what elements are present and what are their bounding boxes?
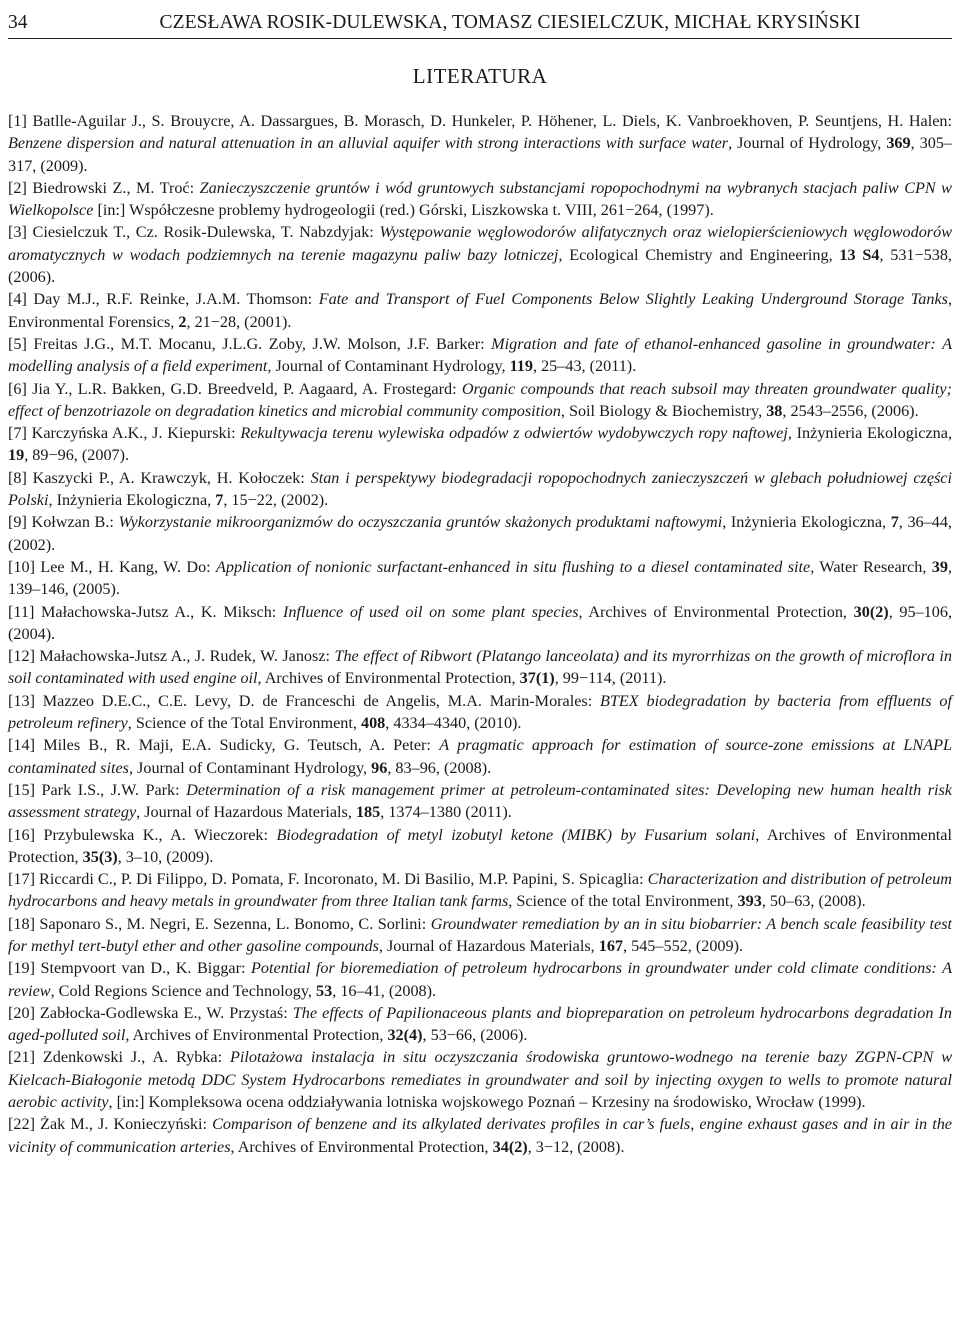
running-header <box>8 4 952 39</box>
reference-text: [17] Riccardi C., P. Di Filippo, D. Pomata, F. Incoronato, M. Di Basilio, M.P. Papini, S. Spicaglia: <box>8 870 648 889</box>
reference-volume: 13 S4 <box>839 245 880 264</box>
reference-text: , Cold Regions Science and Technology, <box>50 981 317 1000</box>
reference-volume: 96 <box>371 758 388 777</box>
reference-text: [19] Stempvoort van D., K. Biggar: <box>8 959 252 978</box>
reference-title: A pragmatic approach for estimation of source-zone emissions at LNAPL contaminated sites <box>8 736 952 777</box>
reference-volume: 35(3) <box>82 847 118 866</box>
reference-item <box>8 333 952 378</box>
reference-item <box>8 378 952 423</box>
reference-text: , Journal of Contaminant Hydrology, <box>267 357 510 376</box>
reference-volume: 53 <box>316 981 333 1000</box>
reference-text: , Science of the Total Environment, <box>127 714 361 733</box>
reference-text: [13] Mazzeo D.E.C., C.E. Levy, D. de Franceschi de Angelis, M.A. Marin-Morales: <box>8 691 601 710</box>
reference-text: , Archives of Environmental Protection, <box>8 825 952 866</box>
reference-text: [14] Miles B., R. Maji, E.A. Sudicky, G. Teutsch, A. Peter: <box>8 736 440 755</box>
reference-text: , 305–317, (2009). <box>8 134 952 175</box>
reference-title: Potential for bioremediation of petroleum hydrocarbons in groundwater under cold climate conditions: A review <box>8 959 952 1000</box>
reference-volume: 2 <box>178 312 187 331</box>
reference-item <box>8 1002 952 1047</box>
reference-text: , 99−114, (2011). <box>554 669 667 688</box>
reference-text: , Archives of Environmental Protection, <box>230 1137 493 1156</box>
reference-title: Influence of used oil on some plant species <box>282 602 579 621</box>
reference-text: , 3–10, (2009). <box>117 847 214 866</box>
reference-text: [18] Saponaro S., M. Negri, E. Sezenna, L. Bonomo, C. Sorlini: <box>8 914 431 933</box>
reference-text: [5] Freitas J.G., M.T. Mocanu, J.L.G. Zoby, J.W. Molson, J.F. Barker: <box>8 334 492 353</box>
reference-item <box>8 1113 952 1158</box>
reference-text: [7] Karczyńska A.K., J. Kiepurski: <box>8 424 241 443</box>
reference-text: , Water Research, <box>810 557 932 576</box>
reference-item <box>8 913 952 958</box>
reference-volume: 185 <box>355 803 381 822</box>
reference-title: The effect of Ribwort (Platango lanceolata) and its myrorrhizas on the growth of microflora in soil contaminated with used engine oil <box>8 647 952 688</box>
reference-item <box>8 824 952 869</box>
reference-item <box>8 288 952 333</box>
reference-text: , 3−12, (2008). <box>527 1137 625 1156</box>
reference-text: , Archives of Environmental Protection, <box>257 669 520 688</box>
reference-text: [8] Kaszycki P., A. Krawczyk, H. Kołoczek: <box>8 468 311 487</box>
reference-text: , Inżynieria Ekologiczna, <box>48 491 216 510</box>
section-title: LITERATURA <box>412 64 548 88</box>
reference-text: , Archives of Environmental Protection, <box>125 1026 388 1045</box>
reference-title: BTEX biodegradation by bacteria from effluents of petroleum refinery <box>8 691 952 733</box>
reference-volume: 37(1) <box>519 669 555 688</box>
reference-volume: 167 <box>598 936 623 955</box>
reference-text: , Journal of Contaminant Hydrology, <box>128 758 372 777</box>
reference-item <box>8 601 952 646</box>
reference-text: , Science of the total Environment, <box>508 892 738 911</box>
reference-title: Migration and fate of ethanol-enhanced gasoline in groundwater: A modelling analysis of a field experiment <box>8 334 952 376</box>
reference-volume: 39 <box>931 557 948 576</box>
reference-item <box>8 779 952 824</box>
reference-item <box>8 1046 952 1113</box>
reference-text: [10] Lee M., H. Kang, W. Do: <box>8 557 217 576</box>
reference-text: , Ecological Chemistry and Engineering, <box>558 245 840 264</box>
reference-item <box>8 422 952 467</box>
reference-volume: 34(2) <box>492 1137 528 1156</box>
reference-item <box>8 467 952 512</box>
reference-item <box>8 734 952 779</box>
reference-text: , 83–96, (2008). <box>387 758 492 777</box>
reference-text: [16] Przybulewska K., A. Wieczorek: <box>8 825 277 844</box>
reference-title: The effects of Papilionaceous plants and biopreparation on petroleum hydrocarbons degradation In aged-polluted soil <box>8 1003 953 1045</box>
reference-text: , 53−66, (2006). <box>422 1026 528 1045</box>
reference-item <box>8 556 952 601</box>
reference-title: Comparison of benzene and its alkylated derivates profiles in car’s fuels, engine exhaust gases and in air in the vicinity of communication arteries <box>8 1115 952 1156</box>
reference-text: , 139–146, (2005). <box>8 557 952 599</box>
reference-text: , 25–43, (2011). <box>532 357 637 376</box>
reference-text: [6] Jia Y., L.R. Bakken, G.D. Breedveld, P. Aagaard, A. Frostegard: <box>8 379 462 398</box>
reference-text: , 89−96, (2007). <box>24 446 130 465</box>
reference-volume: 119 <box>509 357 533 376</box>
reference-item <box>8 868 952 913</box>
reference-volume: 38 <box>766 401 783 420</box>
reference-title: Pilotażowa instalacja in situ oczyszczania środowiska gruntowo-wodnego na terenie bazy ZGPN-CPN w Kielcach-Białogonie metodą DDC System Hydrocarbons remediates in groundwater and soil by injecting oxygen to wells to promote natural aerobic activity <box>8 1048 952 1112</box>
reference-title: Determination of a risk management primer at petroleum-contaminated sites: Developing new human health risk assessment strategy <box>8 780 952 822</box>
reference-title: Zanieczyszczenie gruntów i wód gruntowych substancjami ropopochodnymi na wybranych stacjach paliw CPN w Wielkopolsce <box>8 178 952 220</box>
reference-text: [20] Zabłocka-Godlewska E., W. Przystaś: <box>8 1003 293 1022</box>
reference-text: , 15−22, (2002). <box>223 491 329 510</box>
reference-volume: 30(2) <box>853 602 889 621</box>
reference-volume: 408 <box>360 714 386 733</box>
reference-title: Fate and Transport of Fuel Components Below Slightly Leaking Underground Storage Tanks <box>318 290 948 309</box>
reference-volume: 7 <box>215 491 224 510</box>
reference-text: [1] Batlle-Aguilar J., S. Brouycre, A. Dassargues, B. Morasch, D. Hunkeler, P. Höhener, L. Diels, K. Vanbroekhoven, P. Seuntjens, H. Halen: <box>8 112 952 130</box>
reference-volume: 7 <box>890 513 899 532</box>
reference-text: , 1374–1380 (2011). <box>380 803 512 822</box>
reference-title: Application of nonionic surfactant-enhanced in situ flushing to a diesel contaminated site <box>216 557 811 576</box>
reference-text: [in:] Współczesne problemy hydrogeologii (red.) Górski, Liszkowska t. VIII, 261−264, (1997). <box>93 201 714 220</box>
reference-text: , Archives of Environmental Protection, <box>578 602 854 621</box>
reference-item <box>8 177 952 222</box>
reference-text: , 50–63, (2008). <box>761 892 866 911</box>
reference-text: [21] Zdenkowski J., A. Rybka: <box>8 1048 231 1067</box>
reference-title: Wykorzystanie mikroorganizmów do oczyszczania gruntów skażonych produktami naftowymi <box>118 513 723 532</box>
reference-text: , 2543–2556, (2006). <box>782 401 919 420</box>
reference-item <box>8 511 952 556</box>
reference-text: [4] Day M.J., R.F. Reinke, J.A.M. Thomson: <box>8 290 319 309</box>
reference-text: [11] Małachowska-Jutsz A., K. Miksch: <box>8 602 283 621</box>
reference-item <box>8 110 952 177</box>
reference-list <box>8 110 952 1158</box>
reference-volume: 19 <box>8 446 25 465</box>
reference-text: , 36–44, (2002). <box>8 513 952 554</box>
reference-text: , 21−28, (2001). <box>186 312 292 331</box>
reference-text: , Soil Biology & Biochemistry, <box>560 401 767 420</box>
page-number: 34 <box>8 12 28 33</box>
reference-title: Characterization and distribution of petroleum hydrocarbons and heavy metals in groundwater from three Italian tank farms <box>8 870 952 911</box>
reference-text: , 545–552, (2009). <box>623 936 744 955</box>
reference-title: Groundwater remediation by an in situ biobarrier: A bench scale feasibility test for methyl tert-butyl ether and other gasoline compounds <box>8 914 952 955</box>
reference-title: Rekultywacja terenu wylewiska odpadów z odwiertów wydobywczych ropy naftowej <box>240 424 788 443</box>
reference-text: [22] Żak M., J. Konieczyński: <box>8 1115 213 1134</box>
reference-volume: 393 <box>737 892 762 911</box>
header-authors: CZESŁAWA ROSIK-DULEWSKA, TOMASZ CIESIELCZUK, MICHAŁ KRYSIŃSKI <box>159 12 861 33</box>
reference-text: , 16–41, (2008). <box>332 981 437 1000</box>
reference-text: [15] Park I.S., J.W. Park: <box>8 780 187 799</box>
reference-text: , Journal of Hydrology, <box>728 134 887 153</box>
reference-text: , Inżynieria Ekologiczna, <box>722 513 891 532</box>
reference-item <box>8 221 952 288</box>
reference-text: , [in:] Kompleksowa ocena oddziaływania lotniska wojskowego Poznań – Krzesiny na środowisko, Wrocław (1999). <box>108 1093 866 1112</box>
reference-title: Stan i perspektywy biodegradacji ropopochodnych zanieczyszczeń w glebach południowej części Polski <box>8 468 952 510</box>
reference-item <box>8 645 952 690</box>
reference-text: [12] Małachowska-Jutsz A., J. Rudek, W. Janosz: <box>8 647 335 666</box>
reference-text: , 531−538, (2006). <box>8 245 952 287</box>
reference-item <box>8 957 952 1002</box>
reference-text: , 4334–4340, (2010). <box>385 714 522 733</box>
reference-text: [9] Kołwzan B.: <box>8 513 119 532</box>
reference-text: [2] Biedrowski Z., M. Troć: <box>8 178 200 197</box>
reference-title: Organic compounds that reach subsoil may threaten groundwater quality; effect of benzotriazole on degradation kinetics and microbial community composition <box>8 379 952 420</box>
reference-text: [3] Ciesielczuk T., Cz. Rosik-Dulewska, T. Nabzdyjak: <box>8 223 380 242</box>
reference-text: , Journal of Hazardous Materials, <box>136 803 356 822</box>
reference-title: Występowanie węglowodorów alifatycznych oraz wielopierścieniowych węglowodorów aromatycznych w wodach podziemnych na terenie magazynu paliw bazy lotniczej <box>8 223 952 264</box>
reference-text: , Journal of Hazardous Materials, <box>378 936 599 955</box>
reference-volume: 32(4) <box>387 1026 423 1045</box>
reference-text: , Environmental Forensics, <box>8 290 952 331</box>
reference-item <box>8 690 952 735</box>
reference-text: , 95–106, (2004). <box>8 602 952 643</box>
reference-title: Benzene dispersion and natural attenuation in an alluvial aquifer with strong interactions with surface water <box>8 134 729 153</box>
reference-title: Biodegradation of metyl izobutyl ketone (MIBK) by Fusarium solani <box>276 825 756 844</box>
reference-volume: 369 <box>886 134 911 153</box>
reference-text: , Inżynieria Ekologiczna, <box>787 424 952 443</box>
